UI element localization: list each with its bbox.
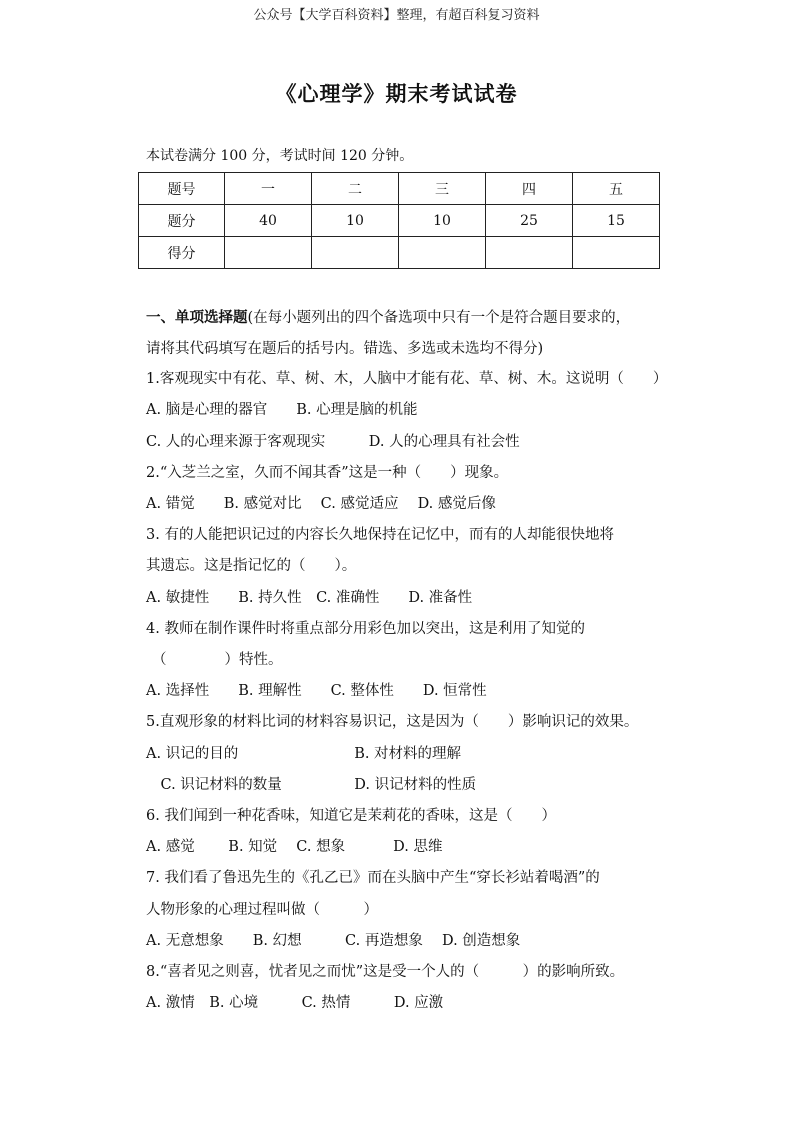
page-header: 公众号【大学百科资料】整理，有超百科复习资料 [253,8,540,23]
score-input-cell [225,237,312,269]
table-cell: 一 [225,173,312,205]
table-cell: 题号 [139,173,225,205]
question-line: 4. 教师在制作课件时将重点部分用彩色加以突出，这是利用了知觉的 [146,621,585,637]
option-line: A. 脑是心理的器官 B. 心理是脑的机能 [146,402,418,418]
table-cell: 三 [399,173,486,205]
question-line: 其遗忘。这是指记忆的（ ）。 [146,558,357,574]
question-line: 8.“喜者见之则喜，忧者见之而忧”这是受一个人的（ ）的影响所致。 [146,964,625,980]
score-table [138,172,660,269]
score-input-cell [486,237,573,269]
section-instruction-2: 请将其代码填写在题后的括号内。错选、多选或未选均不得分) [146,341,544,357]
option-line: A. 激情 B. 心境 C. 热情 D. 应激 [146,995,444,1011]
option-line: C. 识记材料的数量 D. 识记材料的性质 [146,777,477,793]
option-line: A. 错觉 B. 感觉对比 C. 感觉适应 D. 感觉后像 [146,496,496,512]
table-cell: 10 [312,205,399,237]
table-row [139,205,660,237]
table-cell: 15 [573,205,660,237]
section-instruction-1: (在每小题列出的四个备选项中只有一个是符合题目要求的， [247,310,631,326]
option-line: A. 选择性 B. 理解性 C. 整体性 D. 恒常性 [146,683,487,699]
question-line: 1.客观现实中有花、草、树、木，人脑中才能有花、草、树、木。这说明（ ） [146,371,668,387]
question-line: 6. 我们闻到一种花香味，知道它是茉莉花的香味，这是（ ） [146,808,556,824]
question-line: 3. 有的人能把识记过的内容长久地保持在记忆中，而有的人却能很快地将 [146,527,614,543]
score-input-cell [573,237,660,269]
table-cell: 10 [399,205,486,237]
score-input-cell [312,237,399,269]
score-input-cell [399,237,486,269]
question-line: 人物形象的心理过程叫做（ ） [146,902,378,918]
table-cell: 二 [312,173,399,205]
page-title: 《心理学》期末考试试卷 [275,81,518,106]
table-cell: 得分 [139,237,225,269]
option-line: A. 无意想象 B. 幻想 C. 再造想象 D. 创造想象 [146,933,521,949]
question-line: 7. 我们看了鲁迅先生的《孔乙已》而在头脑中产生“穿长衫站着喝酒”的 [146,870,600,886]
table-cell: 25 [486,205,573,237]
exam-intro: 本试卷满分 100 分，考试时间 120 分钟。 [146,148,414,164]
section-heading: 一、单项选择题 [146,309,248,326]
option-line: A. 识记的目的 B. 对材料的理解 [146,746,462,762]
table-cell: 四 [486,173,573,205]
table-cell: 五 [573,173,660,205]
option-line: A. 感觉 B. 知觉 C. 想象 D. 思维 [146,839,443,855]
table-cell: 题分 [139,205,225,237]
option-line: C. 人的心理来源于客观现实 D. 人的心理具有社会性 [146,434,520,450]
table-cell: 40 [225,205,312,237]
question-line: 5.直观形象的材料比词的材料容易识记，这是因为（ ）影响识记的效果。 [146,714,639,730]
table-row [139,237,660,269]
section-instructions [146,302,686,365]
question-line: 2.“入芝兰之室，久而不闻其香”这是一种（ ）现象。 [146,465,509,481]
question-line: （ ）特性。 [152,652,283,668]
option-line: A. 敏捷性 B. 持久性 C. 准确性 D. 准备性 [146,590,473,606]
table-row [139,173,660,205]
